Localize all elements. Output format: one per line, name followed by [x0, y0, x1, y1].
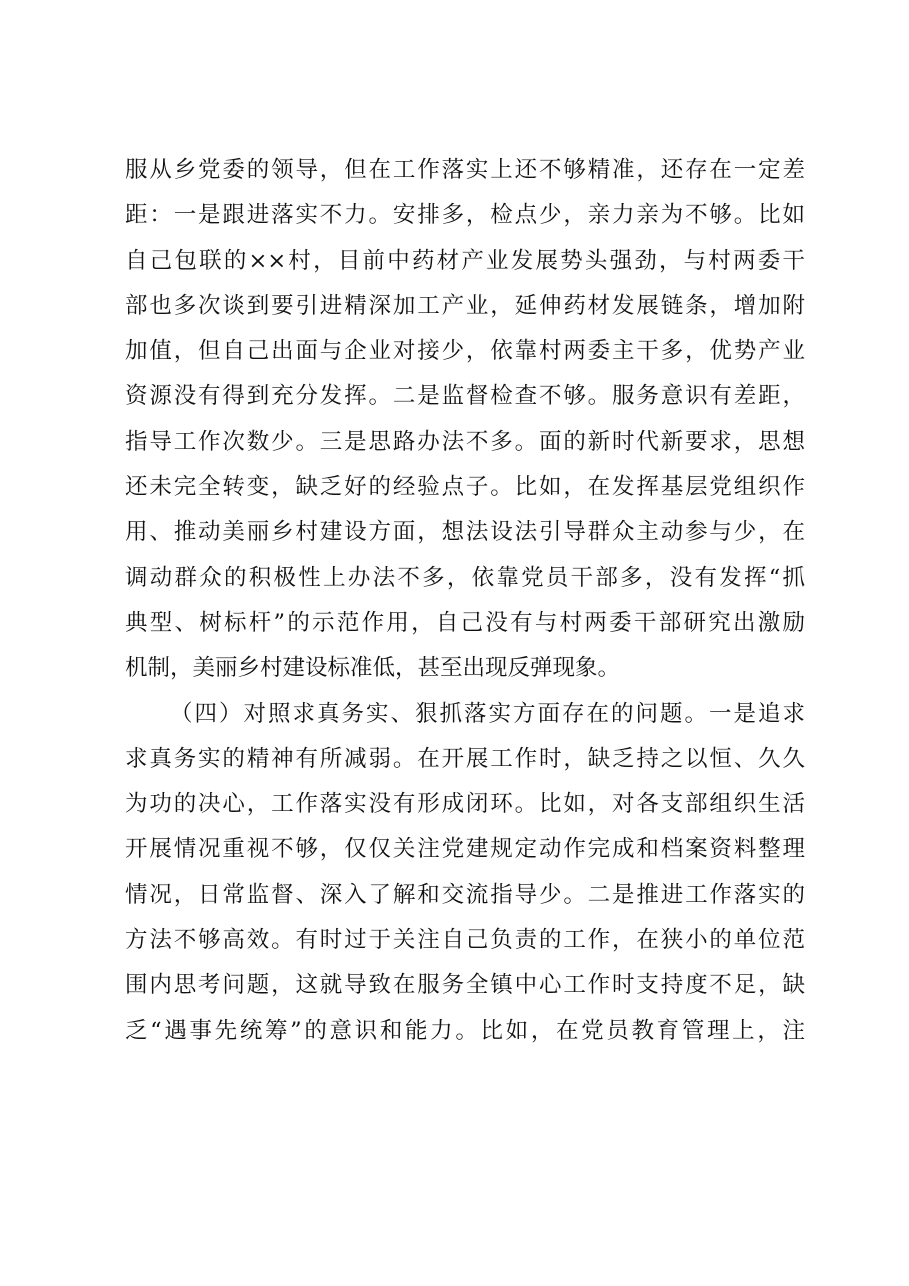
- text-line: 距：一是跟进落实不力。安排多，检点少，亲力亲为不够。比如: [125, 202, 805, 229]
- text-line: 典型、树标杆”的示范作用，自己没有与村两委干部研究出激励: [125, 609, 805, 636]
- section-heading-line: （四）对照求真务实、狠抓落实方面存在的问题。一是追求: [170, 700, 805, 727]
- text-line: 开展情况重视不够，仅仅关注党建规定动作完成和档案资料整理: [125, 836, 805, 863]
- text-line: 方法不够高效。有时过于关注自己负责的工作，在狭小的单位范: [125, 927, 805, 954]
- text-line: 求真务实的精神有所减弱。在开展工作时，缺乏持之以恒、久久: [125, 745, 805, 772]
- text-line: 乏“遇事先统筹”的意识和能力。比如，在党员教育管理上，注: [125, 1017, 805, 1044]
- paragraph-end-line: 机制，美丽乡村建设标准低，甚至出现反弹现象。: [125, 655, 621, 682]
- text-line: 指导工作次数少。三是思路办法不多。面的新时代新要求，思想: [125, 428, 805, 455]
- text-line: 自己包联的××村，目前中药材产业发展势头强劲，与村两委干: [125, 247, 805, 274]
- text-line: 围内思考问题，这就导致在服务全镇中心工作时支持度不足，缺: [125, 972, 805, 999]
- text-line: 为功的决心，工作落实没有形成闭环。比如，对各支部组织生活: [125, 791, 805, 818]
- text-line: 部也多次谈到要引进精深加工产业，延伸药材发展链条，增加附: [125, 292, 805, 319]
- text-line: 用、推动美丽乡村建设方面，想法设法引导群众主动参与少，在: [125, 519, 805, 546]
- text-line: 调动群众的积极性上办法不多，依靠党员干部多，没有发挥“抓: [125, 564, 805, 591]
- body-text: [125, 148, 805, 1054]
- text-line: 服从乡党委的领导，但在工作落实上还不够精准，还存在一定差: [125, 157, 805, 183]
- text-line: 加值，但自己出面与企业对接少，依靠村两委主干多，优势产业: [125, 338, 805, 365]
- text-line: 还未完全转变，缺乏好的经验点子。比如，在发挥基层党组织作: [125, 474, 805, 501]
- text-line: 资源没有得到充分发挥。二是监督检查不够。服务意识有差距，: [125, 383, 805, 410]
- text-line: 情况，日常监督、深入了解和交流指导少。二是推进工作落实的: [125, 881, 805, 908]
